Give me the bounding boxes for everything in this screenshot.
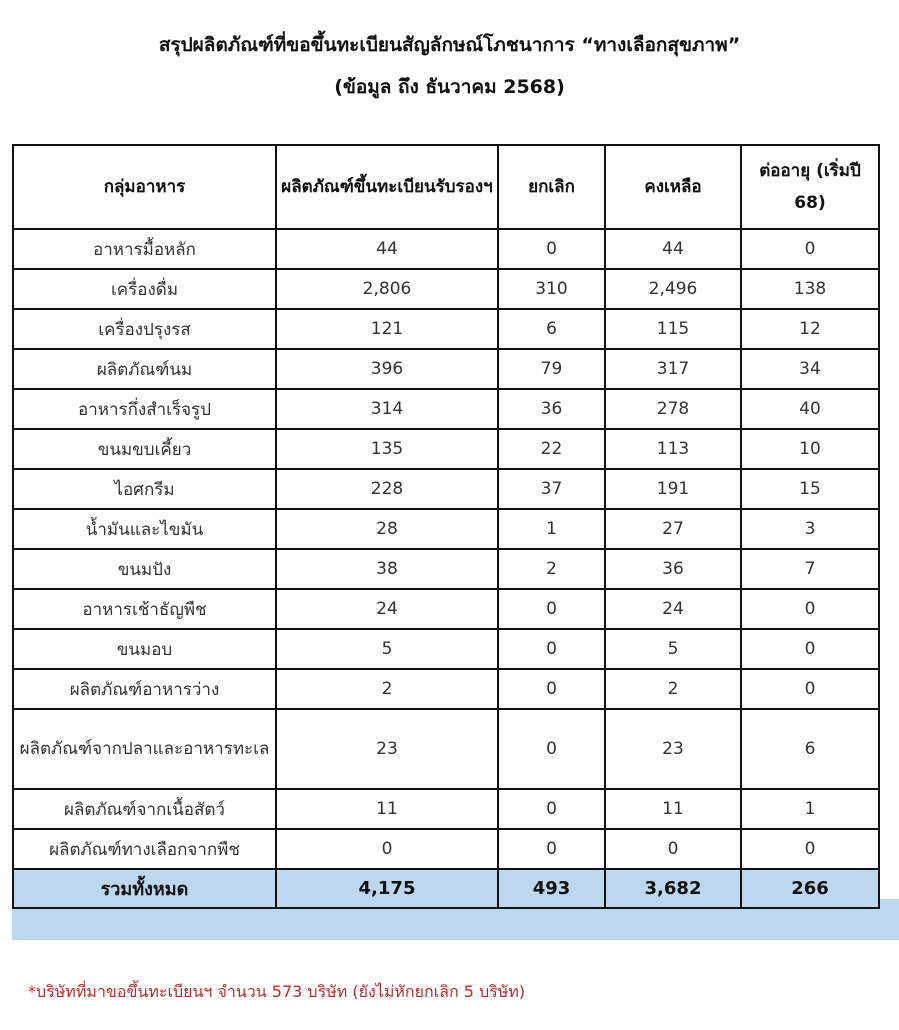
cancelled-cell: 0 <box>498 669 605 709</box>
column-header-remaining <box>605 145 741 229</box>
cancelled-cell: 79 <box>498 349 605 389</box>
column-header-food-group <box>13 145 276 229</box>
registered-cell: 24 <box>276 589 498 629</box>
column-header-label: ยกเลิก <box>528 177 575 197</box>
cancelled-cell: 6 <box>498 309 605 349</box>
registered-cell: 11 <box>276 789 498 829</box>
remaining-cell: 317 <box>605 349 741 389</box>
table-row <box>13 709 879 789</box>
food-group-cell: ผลิตภัณฑ์จากปลาและอาหารทะเล <box>13 709 276 789</box>
remaining-cell: 115 <box>605 309 741 349</box>
renewed-cell: 10 <box>741 429 879 469</box>
remaining-cell: 44 <box>605 229 741 269</box>
total-food-group-cell: รวมทั้งหมด <box>13 869 276 908</box>
column-header-renewed <box>741 145 879 229</box>
table-row <box>13 629 879 669</box>
renewed-cell: 138 <box>741 269 879 309</box>
renewed-cell: 3 <box>741 509 879 549</box>
renewed-cell: 15 <box>741 469 879 509</box>
renewed-cell: 12 <box>741 309 879 349</box>
registered-cell: 2,806 <box>276 269 498 309</box>
table-row <box>13 389 879 429</box>
table-row <box>13 509 879 549</box>
renewed-cell: 7 <box>741 549 879 589</box>
page-subtitle: (ข้อมูล ถึง ธันวาคม 2568) <box>334 76 565 98</box>
food-group-cell: ผลิตภัณฑ์ทางเลือกจากพืช <box>13 829 276 869</box>
food-group-cell: ขนมขบเคี้ยว <box>13 429 276 469</box>
food-group-cell: ผลิตภัณฑ์จากเนื้อสัตว์ <box>13 789 276 829</box>
remaining-cell: 36 <box>605 549 741 589</box>
total-cancelled-cell: 493 <box>498 869 605 908</box>
food-group-cell: ขนมอบ <box>13 629 276 669</box>
remaining-cell: 278 <box>605 389 741 429</box>
total-renewed-cell: 266 <box>741 869 879 908</box>
food-group-cell: อาหารเช้าธัญพืช <box>13 589 276 629</box>
table-row <box>13 269 879 309</box>
cancelled-cell: 0 <box>498 629 605 669</box>
food-group-cell: ผลิตภัณฑ์นม <box>13 349 276 389</box>
registered-cell: 228 <box>276 469 498 509</box>
renewed-cell: 0 <box>741 629 879 669</box>
table-row <box>13 549 879 589</box>
cancelled-cell: 22 <box>498 429 605 469</box>
renewed-cell: 6 <box>741 709 879 789</box>
registered-cell: 23 <box>276 709 498 789</box>
registered-cell: 28 <box>276 509 498 549</box>
remaining-cell: 24 <box>605 589 741 629</box>
table-row <box>13 469 879 509</box>
column-header-label: ต่ออายุ (เริ่มปี 68) <box>759 161 861 213</box>
renewed-cell: 0 <box>741 829 879 869</box>
cancelled-cell: 0 <box>498 829 605 869</box>
renewed-cell: 1 <box>741 789 879 829</box>
registered-cell: 396 <box>276 349 498 389</box>
food-group-cell: อาหารมื้อหลัก <box>13 229 276 269</box>
table-header-row <box>13 145 879 229</box>
column-header-label: ผลิตภัณฑ์ขึ้นทะเบียนรับรองฯ <box>281 177 493 197</box>
renewed-cell: 0 <box>741 229 879 269</box>
remaining-cell: 23 <box>605 709 741 789</box>
cancelled-cell: 0 <box>498 229 605 269</box>
total-row <box>13 869 879 908</box>
remaining-cell: 191 <box>605 469 741 509</box>
cancelled-cell: 0 <box>498 709 605 789</box>
cancelled-cell: 1 <box>498 509 605 549</box>
remaining-cell: 0 <box>605 829 741 869</box>
remaining-cell: 11 <box>605 789 741 829</box>
remaining-cell: 113 <box>605 429 741 469</box>
summary-table <box>12 144 880 909</box>
cancelled-cell: 2 <box>498 549 605 589</box>
registered-cell: 121 <box>276 309 498 349</box>
table-row <box>13 789 879 829</box>
cancelled-cell: 0 <box>498 589 605 629</box>
registered-cell: 5 <box>276 629 498 669</box>
column-header-cancelled <box>498 145 605 229</box>
table-row <box>13 589 879 629</box>
registered-cell: 44 <box>276 229 498 269</box>
registered-cell: 0 <box>276 829 498 869</box>
table-row <box>13 669 879 709</box>
food-group-cell: ผลิตภัณฑ์อาหารว่าง <box>13 669 276 709</box>
footnote: *บริษัทที่มาขอขึ้นทะเบียนฯ จำนวน 573 บริษัท (ยังไม่หักยกเลิก 5 บริษัท) <box>28 982 526 1001</box>
page-title: สรุปผลิตภัณฑ์ที่ขอขึ้นทะเบียนสัญลักษณ์โภชนาการ “ทางเลือกสุขภาพ” <box>158 34 741 56</box>
registered-cell: 2 <box>276 669 498 709</box>
cancelled-cell: 36 <box>498 389 605 429</box>
remaining-cell: 27 <box>605 509 741 549</box>
remaining-cell: 2 <box>605 669 741 709</box>
renewed-cell: 34 <box>741 349 879 389</box>
food-group-cell: อาหารกึ่งสำเร็จรูป <box>13 389 276 429</box>
cancelled-cell: 37 <box>498 469 605 509</box>
remaining-cell: 2,496 <box>605 269 741 309</box>
table-row <box>13 349 879 389</box>
column-header-label: กลุ่มอาหาร <box>103 177 186 197</box>
total-remaining-cell: 3,682 <box>605 869 741 908</box>
food-group-cell: ไอศกรีม <box>13 469 276 509</box>
food-group-cell: เครื่องดื่ม <box>13 269 276 309</box>
renewed-cell: 0 <box>741 589 879 629</box>
table-row <box>13 829 879 869</box>
renewed-cell: 40 <box>741 389 879 429</box>
remaining-cell: 5 <box>605 629 741 669</box>
cancelled-cell: 0 <box>498 789 605 829</box>
renewed-cell: 0 <box>741 669 879 709</box>
cancelled-cell: 310 <box>498 269 605 309</box>
registered-cell: 38 <box>276 549 498 589</box>
table-row <box>13 229 879 269</box>
registered-cell: 135 <box>276 429 498 469</box>
food-group-cell: น้ำมันและไขมัน <box>13 509 276 549</box>
total-registered-cell: 4,175 <box>276 869 498 908</box>
column-header-registered <box>276 145 498 229</box>
table-row <box>13 309 879 349</box>
column-header-label: คงเหลือ <box>644 177 702 197</box>
registered-cell: 314 <box>276 389 498 429</box>
table-row <box>13 429 879 469</box>
food-group-cell: ขนมปัง <box>13 549 276 589</box>
food-group-cell: เครื่องปรุงรส <box>13 309 276 349</box>
